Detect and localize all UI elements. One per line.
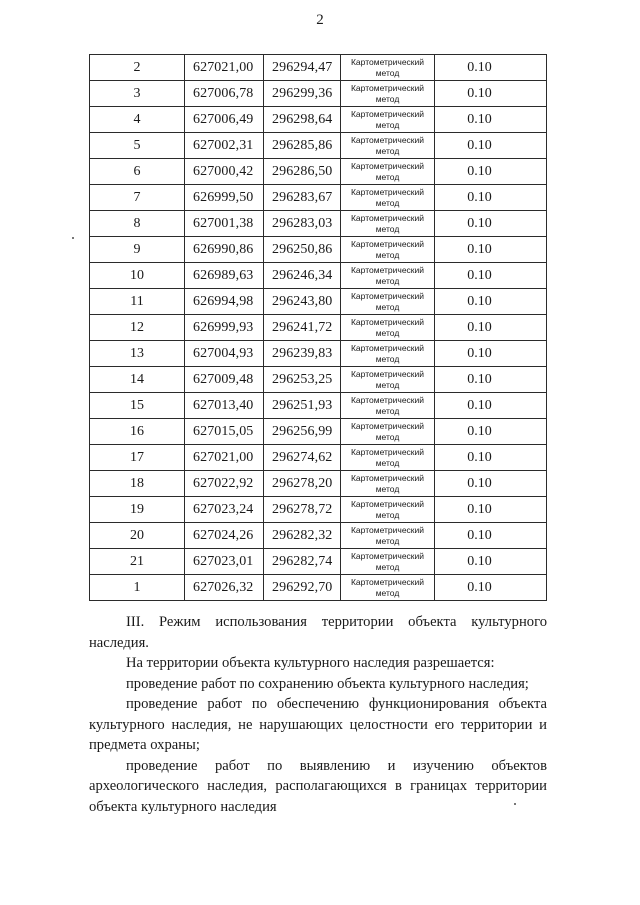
x-coordinate-cell: 626999,50 bbox=[185, 185, 264, 211]
method-label-line: Картометрический bbox=[350, 160, 425, 171]
x-coordinate-cell: 627021,00 bbox=[185, 445, 264, 471]
table-row bbox=[90, 523, 547, 549]
point-number-cell: 7 bbox=[90, 185, 185, 211]
point-number-cell: 18 bbox=[90, 471, 185, 497]
x-coordinate-cell: 627015,05 bbox=[185, 419, 264, 445]
table-row bbox=[90, 471, 547, 497]
point-number-cell: 3 bbox=[90, 81, 185, 107]
y-coordinate-cell: 296278,20 bbox=[264, 471, 341, 497]
point-number-cell: 6 bbox=[90, 159, 185, 185]
point-number-cell: 2 bbox=[90, 55, 185, 81]
method-cell bbox=[341, 289, 435, 315]
y-coordinate-cell: 296274,62 bbox=[264, 445, 341, 471]
method-label-line: метод bbox=[375, 431, 400, 442]
point-number-cell: 11 bbox=[90, 289, 185, 315]
y-coordinate-cell: 296292,70 bbox=[264, 575, 341, 601]
method-cell bbox=[341, 419, 435, 445]
table-row bbox=[90, 419, 547, 445]
method-label-line: Картометрический bbox=[350, 524, 425, 535]
method-cell bbox=[341, 237, 435, 263]
point-number-cell: 4 bbox=[90, 107, 185, 133]
y-coordinate-cell: 296251,93 bbox=[264, 393, 341, 419]
page-number: 2 bbox=[316, 12, 324, 28]
x-coordinate-cell: 627022,92 bbox=[185, 471, 264, 497]
method-label-line: Картометрический bbox=[350, 108, 425, 119]
point-number-cell: 13 bbox=[90, 341, 185, 367]
y-coordinate-cell: 296283,67 bbox=[264, 185, 341, 211]
method-label-line: Картометрический bbox=[350, 550, 425, 561]
x-coordinate-cell: 627024,26 bbox=[185, 523, 264, 549]
y-coordinate-cell: 296246,34 bbox=[264, 263, 341, 289]
point-number-cell: 15 bbox=[90, 393, 185, 419]
accuracy-cell: 0.10 bbox=[435, 367, 547, 393]
method-label-line: метод bbox=[375, 483, 400, 494]
table-row bbox=[90, 497, 547, 523]
method-label-line: Картометрический bbox=[350, 446, 425, 457]
x-coordinate-cell: 627000,42 bbox=[185, 159, 264, 185]
method-cell bbox=[341, 211, 435, 237]
y-coordinate-cell: 296239,83 bbox=[264, 341, 341, 367]
method-label-line: метод bbox=[375, 171, 400, 182]
point-number-cell: 10 bbox=[90, 263, 185, 289]
coordinates-table-body bbox=[90, 55, 547, 601]
accuracy-cell: 0.10 bbox=[435, 549, 547, 575]
method-label-line: Картометрический bbox=[350, 472, 425, 483]
method-label-line: метод bbox=[375, 145, 400, 156]
method-label-line: Картометрический bbox=[350, 238, 425, 249]
table-row bbox=[90, 263, 547, 289]
method-label-line: метод bbox=[375, 457, 400, 468]
accuracy-cell: 0.10 bbox=[435, 497, 547, 523]
y-coordinate-cell: 296241,72 bbox=[264, 315, 341, 341]
coordinates-table bbox=[89, 54, 547, 601]
permitted-work-item: проведение работ по обеспечению функционирования объекта культурного наследия, не нарушающих целостности его территории и предмета охраны; bbox=[89, 696, 547, 753]
method-label-line: метод bbox=[375, 379, 400, 390]
method-label-line: метод bbox=[375, 405, 400, 416]
table-row bbox=[90, 549, 547, 575]
method-label-line: Картометрический bbox=[350, 394, 425, 405]
accuracy-cell: 0.10 bbox=[435, 133, 547, 159]
permission-intro: На территории объекта культурного наследия разрешается: bbox=[126, 655, 495, 671]
accuracy-cell: 0.10 bbox=[435, 237, 547, 263]
point-number-cell: 12 bbox=[90, 315, 185, 341]
accuracy-cell: 0.10 bbox=[435, 445, 547, 471]
x-coordinate-cell: 627013,40 bbox=[185, 393, 264, 419]
method-cell bbox=[341, 497, 435, 523]
method-label-line: метод bbox=[375, 93, 400, 104]
method-cell bbox=[341, 367, 435, 393]
method-label-line: метод bbox=[375, 509, 400, 520]
permitted-work-item: проведение работ по сохранению объекта культурного наследия; bbox=[126, 675, 529, 692]
method-label-line: Картометрический bbox=[350, 186, 425, 197]
method-cell bbox=[341, 445, 435, 471]
y-coordinate-cell: 296294,47 bbox=[264, 55, 341, 81]
table-row bbox=[90, 445, 547, 471]
method-label-line: Картометрический bbox=[350, 212, 425, 223]
accuracy-cell: 0.10 bbox=[435, 185, 547, 211]
method-cell bbox=[341, 81, 435, 107]
method-label-line: метод bbox=[375, 301, 400, 312]
x-coordinate-cell: 626994,98 bbox=[185, 289, 264, 315]
method-label-line: Картометрический bbox=[350, 368, 425, 379]
point-number-cell: 17 bbox=[90, 445, 185, 471]
method-cell bbox=[341, 575, 435, 601]
method-cell bbox=[341, 549, 435, 575]
point-number-cell: 21 bbox=[90, 549, 185, 575]
x-coordinate-cell: 627002,31 bbox=[185, 133, 264, 159]
accuracy-cell: 0.10 bbox=[435, 419, 547, 445]
x-coordinate-cell: 627021,00 bbox=[185, 55, 264, 81]
table-row bbox=[90, 133, 547, 159]
x-coordinate-cell: 627006,49 bbox=[185, 107, 264, 133]
method-cell bbox=[341, 185, 435, 211]
method-label-line: метод bbox=[375, 119, 400, 130]
y-coordinate-cell: 296283,03 bbox=[264, 211, 341, 237]
point-number-cell: 8 bbox=[90, 211, 185, 237]
accuracy-cell: 0.10 bbox=[435, 315, 547, 341]
method-label-line: Картометрический bbox=[350, 82, 425, 93]
y-coordinate-cell: 296253,25 bbox=[264, 367, 341, 393]
method-label-line: Картометрический bbox=[350, 342, 425, 353]
method-label-line: Картометрический bbox=[350, 316, 425, 327]
y-coordinate-cell: 296256,99 bbox=[264, 419, 341, 445]
point-number-cell: 20 bbox=[90, 523, 185, 549]
method-label-line: Картометрический bbox=[350, 498, 425, 509]
accuracy-cell: 0.10 bbox=[435, 55, 547, 81]
method-label-line: Картометрический bbox=[350, 56, 425, 67]
x-coordinate-cell: 627006,78 bbox=[185, 81, 264, 107]
accuracy-cell: 0.10 bbox=[435, 81, 547, 107]
x-coordinate-cell: 626989,63 bbox=[185, 263, 264, 289]
method-cell bbox=[341, 159, 435, 185]
x-coordinate-cell: 627004,93 bbox=[185, 341, 264, 367]
accuracy-cell: 0.10 bbox=[435, 289, 547, 315]
accuracy-cell: 0.10 bbox=[435, 575, 547, 601]
table-row bbox=[90, 341, 547, 367]
table-row bbox=[90, 81, 547, 107]
point-number-cell: 9 bbox=[90, 237, 185, 263]
table-row bbox=[90, 367, 547, 393]
table-row bbox=[90, 185, 547, 211]
y-coordinate-cell: 296250,86 bbox=[264, 237, 341, 263]
y-coordinate-cell: 296286,50 bbox=[264, 159, 341, 185]
table-row bbox=[90, 289, 547, 315]
table-row bbox=[90, 575, 547, 601]
point-number-cell: 5 bbox=[90, 133, 185, 159]
point-number-cell: 19 bbox=[90, 497, 185, 523]
x-coordinate-cell: 627023,24 bbox=[185, 497, 264, 523]
table-row bbox=[90, 393, 547, 419]
method-label-line: метод bbox=[375, 275, 400, 286]
method-label-line: Картометрический bbox=[350, 290, 425, 301]
y-coordinate-cell: 296243,80 bbox=[264, 289, 341, 315]
method-label-line: метод bbox=[375, 535, 400, 546]
table-row bbox=[90, 315, 547, 341]
accuracy-cell: 0.10 bbox=[435, 341, 547, 367]
x-coordinate-cell: 627023,01 bbox=[185, 549, 264, 575]
accuracy-cell: 0.10 bbox=[435, 523, 547, 549]
accuracy-cell: 0.10 bbox=[435, 159, 547, 185]
y-coordinate-cell: 296285,86 bbox=[264, 133, 341, 159]
y-coordinate-cell: 296278,72 bbox=[264, 497, 341, 523]
method-label-line: Картометрический bbox=[350, 134, 425, 145]
accuracy-cell: 0.10 bbox=[435, 107, 547, 133]
point-number-cell: 16 bbox=[90, 419, 185, 445]
point-number-cell: 1 bbox=[90, 575, 185, 601]
accuracy-cell: 0.10 bbox=[435, 263, 547, 289]
x-coordinate-cell: 627001,38 bbox=[185, 211, 264, 237]
method-label-line: метод bbox=[375, 353, 400, 364]
method-cell bbox=[341, 393, 435, 419]
y-coordinate-cell: 296299,36 bbox=[264, 81, 341, 107]
accuracy-cell: 0.10 bbox=[435, 393, 547, 419]
x-coordinate-cell: 627009,48 bbox=[185, 367, 264, 393]
method-label-line: метод bbox=[375, 67, 400, 78]
method-cell bbox=[341, 133, 435, 159]
scan-speck bbox=[514, 803, 516, 805]
permitted-work-item: проведение работ по выявлению и изучению объектов археологического наследия, располагающихся в границах территории объекта культурного наследия bbox=[89, 757, 547, 815]
method-cell bbox=[341, 107, 435, 133]
method-cell bbox=[341, 315, 435, 341]
x-coordinate-cell: 627026,32 bbox=[185, 575, 264, 601]
table-row bbox=[90, 237, 547, 263]
method-cell bbox=[341, 341, 435, 367]
table-row bbox=[90, 55, 547, 81]
table-row bbox=[90, 211, 547, 237]
scan-speck bbox=[72, 237, 74, 239]
section-heading: III. Режим использования территории объекта культурного наследия. bbox=[89, 614, 547, 651]
method-label-line: метод bbox=[375, 587, 400, 598]
method-label-line: метод bbox=[375, 223, 400, 234]
method-label-line: Картометрический bbox=[350, 264, 425, 275]
table-row bbox=[90, 107, 547, 133]
method-label-line: Картометрический bbox=[350, 420, 425, 431]
accuracy-cell: 0.10 bbox=[435, 471, 547, 497]
accuracy-cell: 0.10 bbox=[435, 211, 547, 237]
x-coordinate-cell: 626999,93 bbox=[185, 315, 264, 341]
method-cell bbox=[341, 263, 435, 289]
method-label-line: метод bbox=[375, 249, 400, 260]
table-row bbox=[90, 159, 547, 185]
document-body-text bbox=[89, 612, 547, 817]
y-coordinate-cell: 296282,74 bbox=[264, 549, 341, 575]
x-coordinate-cell: 626990,86 bbox=[185, 237, 264, 263]
method-label-line: Картометрический bbox=[350, 576, 425, 587]
point-number-cell: 14 bbox=[90, 367, 185, 393]
method-label-line: метод bbox=[375, 561, 400, 572]
y-coordinate-cell: 296298,64 bbox=[264, 107, 341, 133]
y-coordinate-cell: 296282,32 bbox=[264, 523, 341, 549]
method-label-line: метод bbox=[375, 197, 400, 208]
method-cell bbox=[341, 471, 435, 497]
method-cell bbox=[341, 55, 435, 81]
method-cell bbox=[341, 523, 435, 549]
method-label-line: метод bbox=[375, 327, 400, 338]
